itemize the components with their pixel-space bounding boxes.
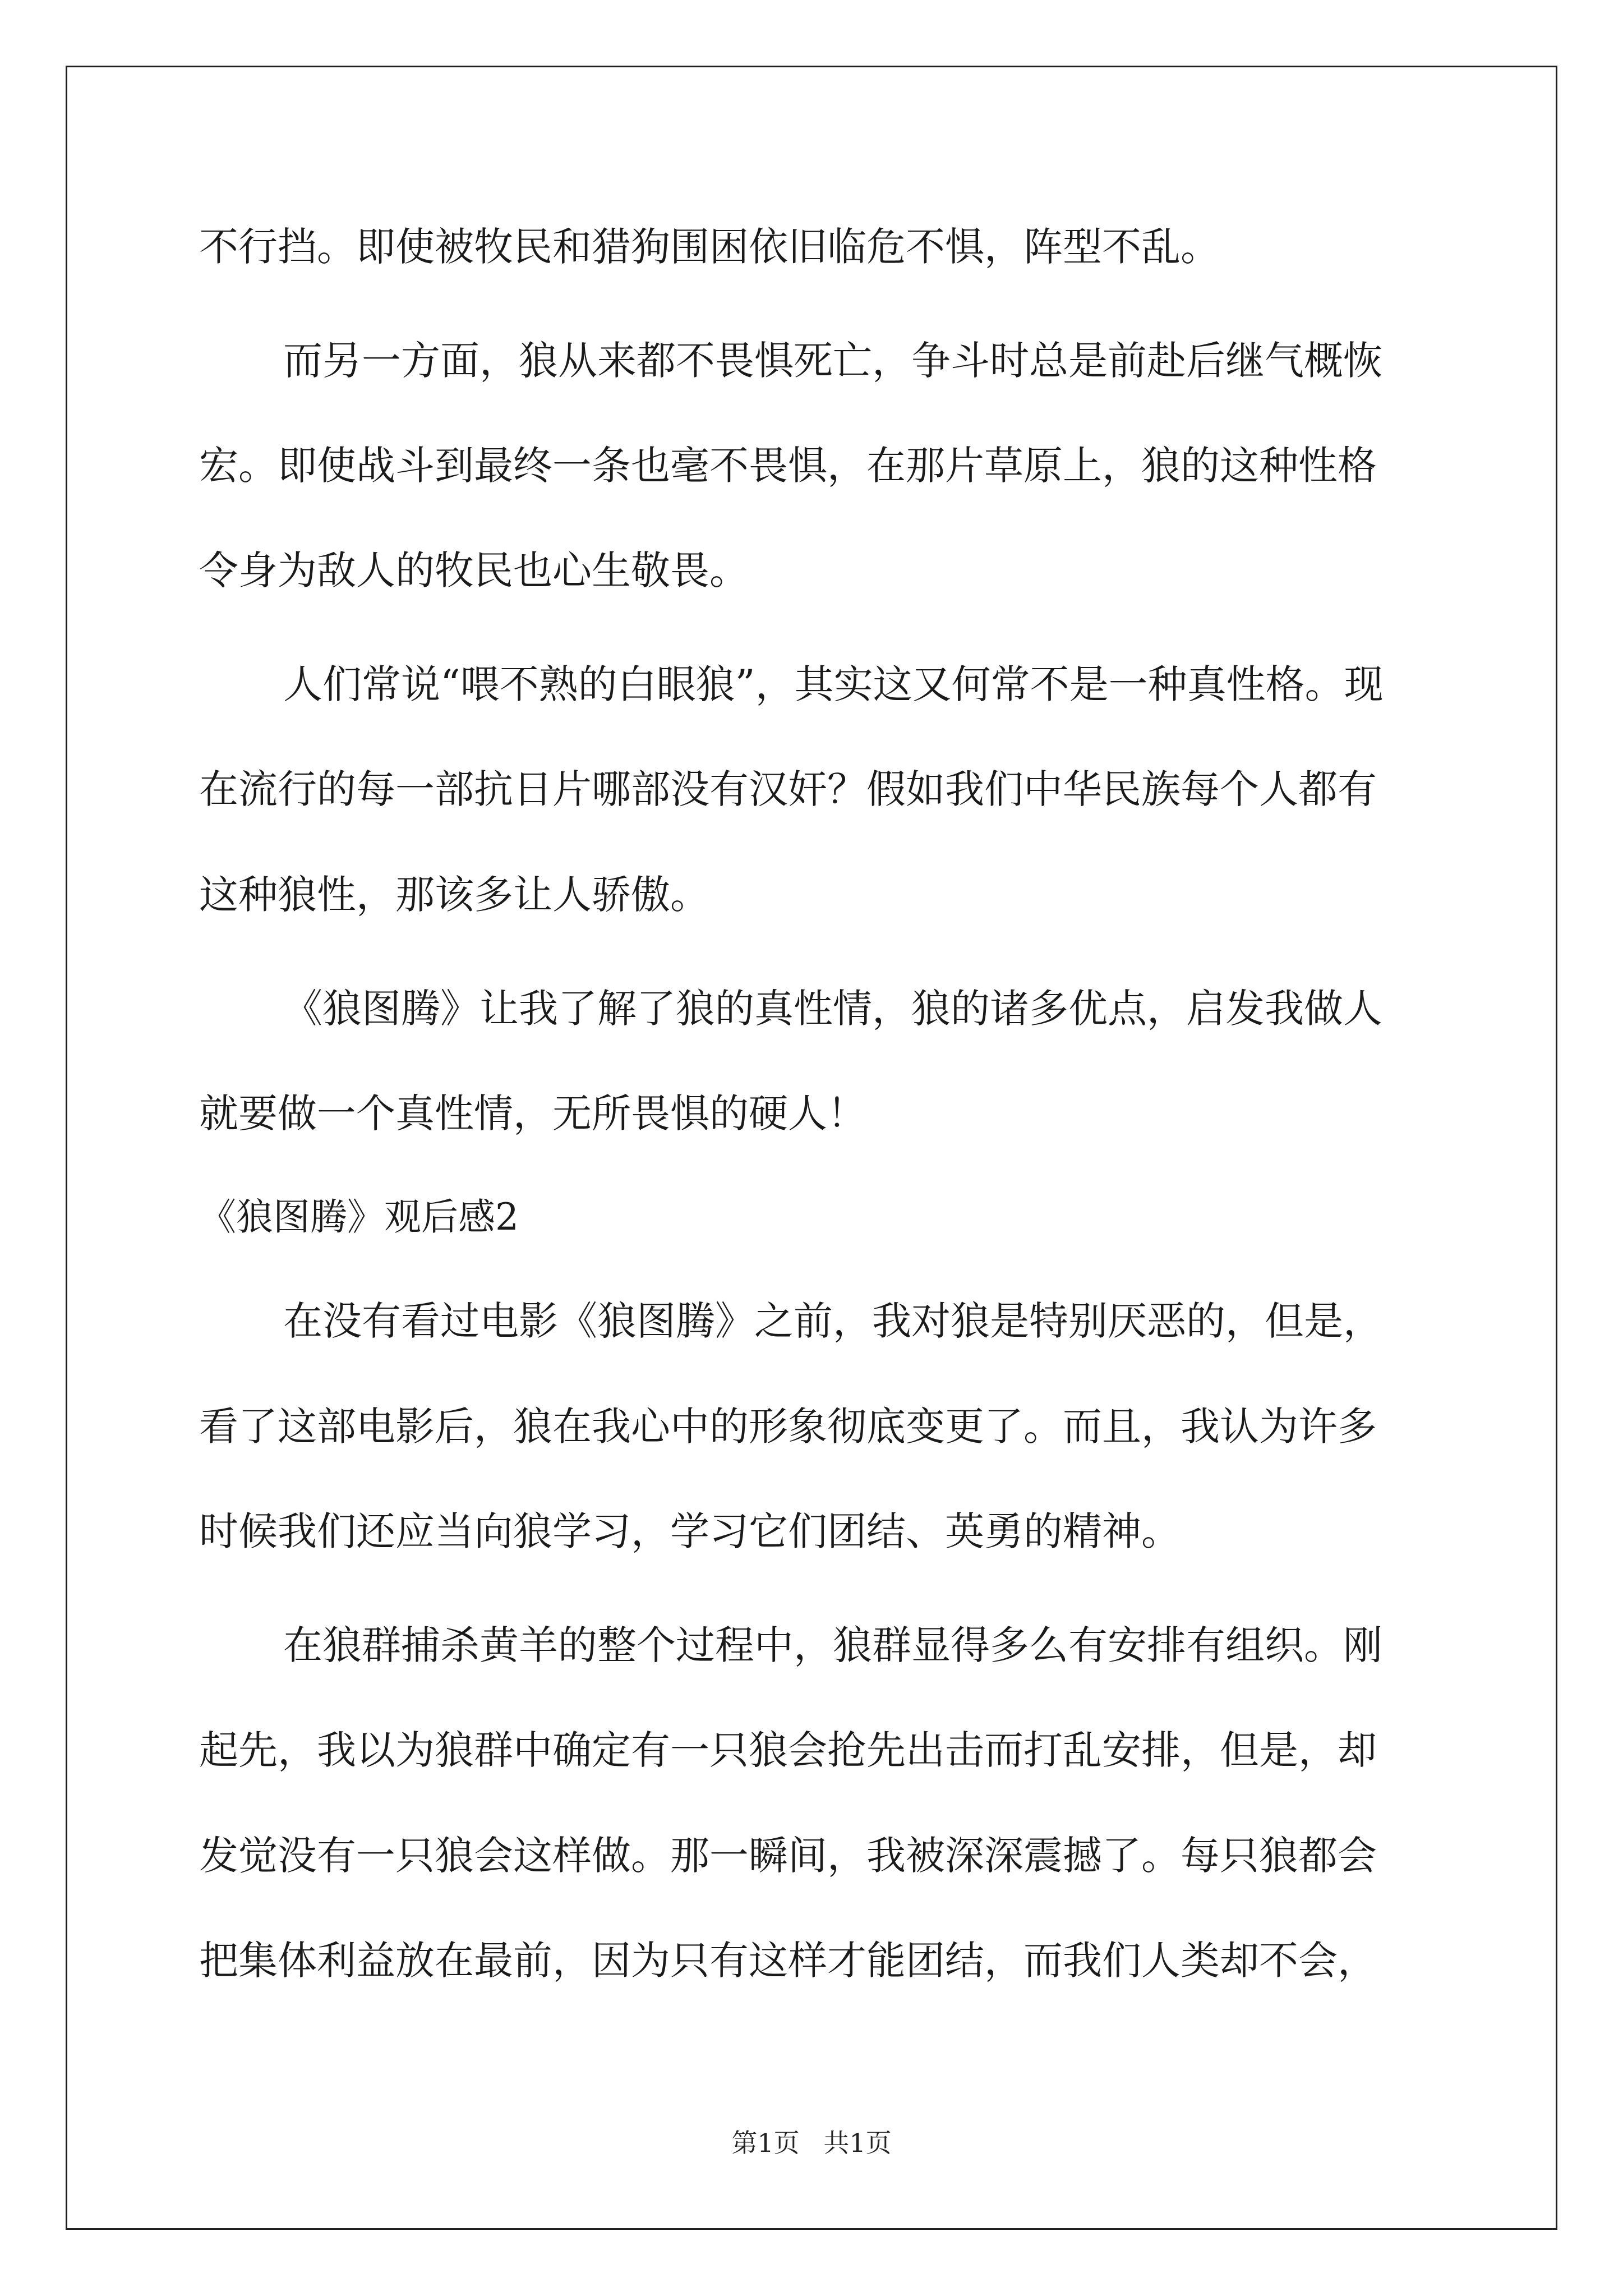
text-line: 时候我们还应当向狼学习，学习它们团结、英勇的精神。 xyxy=(199,1508,1181,1554)
page-border xyxy=(66,66,1557,2230)
text-line: 在流行的每一部抗日片哪部没有汉奸？假如我们中华民族每个人都有 xyxy=(199,766,1377,812)
text-line: 不行挡。即使被牧民和猎狗围困依旧临危不惧，阵型不乱。 xyxy=(199,224,1220,270)
text-line: 《狼图腾》让我了解了狼的真性情，狼的诸多优点，启发我做人 xyxy=(283,986,1382,1032)
text-line: 就要做一个真性情，无所畏惧的硬人！ xyxy=(199,1091,866,1137)
text-line: 把集体利益放在最前，因为只有这样才能团结，而我们人类却不会， xyxy=(199,1938,1377,1984)
text-line: 人们常说“喂不熟的白眼狼”，其实这又何常不是一种真性格。现 xyxy=(283,661,1384,707)
text-line: 在狼群捕杀黄羊的整个过程中，狼群显得多么有安排有组织。刚 xyxy=(283,1622,1382,1668)
text-line: 这种狼性，那该多让人骄傲。 xyxy=(199,872,709,918)
text-line: 宏。即使战斗到最终一条也毫不畏惧，在那片草原上，狼的这种性格 xyxy=(199,443,1377,489)
text-line: 发觉没有一只狼会这样做。那一瞬间，我被深深震撼了。每只狼都会 xyxy=(199,1833,1377,1879)
text-line: 在没有看过电影《狼图腾》之前，我对狼是特别厌恶的，但是， xyxy=(283,1298,1382,1344)
section-heading: 《狼图腾》观后感2 xyxy=(199,1195,519,1239)
text-line: 而另一方面，狼从来都不畏惧死亡，争斗时总是前赴后继气概恢 xyxy=(283,338,1382,384)
text-line: 起先，我以为狼群中确定有一只狼会抢先出击而打乱安排，但是，却 xyxy=(199,1727,1377,1773)
page-number: 第1页 xyxy=(731,2128,800,2158)
text-line: 令身为敌人的牧民也心生敬畏。 xyxy=(199,547,749,593)
page-total: 共1页 xyxy=(823,2128,892,2158)
page-footer xyxy=(0,2126,1623,2160)
text-line: 看了这部电影后，狼在我心中的形象彻底变更了。而且，我认为许多 xyxy=(199,1404,1377,1450)
